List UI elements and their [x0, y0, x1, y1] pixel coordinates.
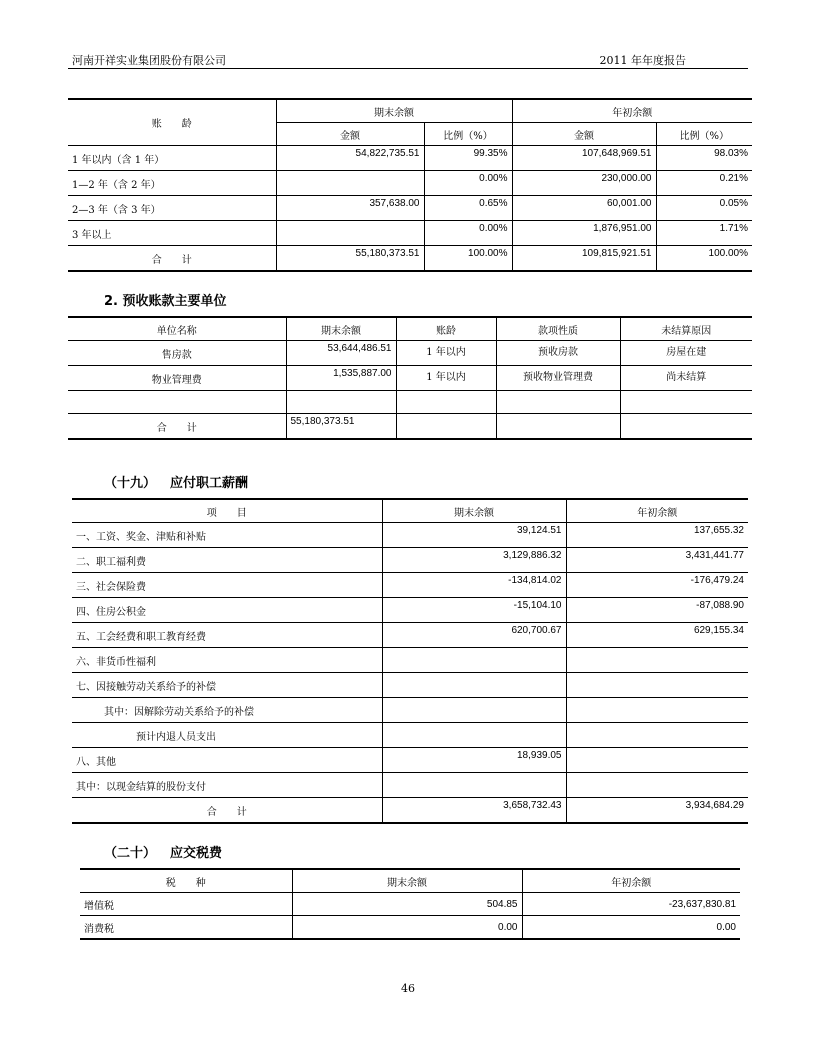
table-row: 一、工资、奖金、津贴和补贴 39,124.51 137,655.32 [72, 523, 748, 548]
aging-table [68, 98, 752, 272]
section-text: 应交税费 [170, 846, 223, 861]
begin-amount-header: 金额 [512, 123, 656, 146]
end-balance-header: 期末余额 [276, 99, 512, 123]
age-header: 账 龄 [68, 99, 276, 146]
table-row: 其中：以现金结算的股份支付 [72, 773, 748, 798]
col-unit: 单位名称 [68, 317, 286, 341]
table-row: 八、其他 18,939.05 [72, 748, 748, 773]
advance-receipts-table [68, 316, 752, 440]
taxes-table [80, 868, 740, 940]
end-ratio-header: 比例（%） [424, 123, 512, 146]
table-row: 其中：因解除劳动关系给予的补偿 [72, 698, 748, 723]
page-header [68, 52, 748, 69]
col-tax-type: 税 种 [80, 869, 292, 893]
payroll-table [72, 498, 748, 824]
section-title-taxes [104, 842, 222, 861]
table-row: 四、住房公积金 -15,104.10 -87,088.90 [72, 598, 748, 623]
col-reason: 未结算原因 [620, 317, 752, 341]
table-row: 预计内退人员支出 [72, 723, 748, 748]
col-end-balance: 期末余额 [382, 499, 566, 523]
section-title-advance-receipts: 2. 预收账款主要单位 [104, 294, 227, 309]
table-row: 1 年以内（含 1 年） 54,822,735.51 99.35% 107,648,969.51 98.03% [68, 146, 752, 171]
table-row: 五、工会经费和职工教育经费 620,700.67 629,155.34 [72, 623, 748, 648]
table-row [68, 391, 752, 414]
col-end-balance: 期末余额 [286, 317, 396, 341]
col-end-balance: 期末余额 [292, 869, 522, 893]
table-row: 售房款 53,644,486.51 1 年以内 预收房款 房屋在建 [68, 341, 752, 366]
total-row: 合 计 3,658,732.43 3,934,684.29 [72, 798, 748, 824]
table-row: 六、非货币性福利 [72, 648, 748, 673]
col-age: 账龄 [396, 317, 496, 341]
section-title-payroll [104, 472, 248, 491]
table-row: 1—2 年（含 2 年） 0.00% 230,000.00 0.21% [68, 171, 752, 196]
col-nature: 款项性质 [496, 317, 620, 341]
col-item: 项 目 [72, 499, 382, 523]
page-number: 46 [401, 982, 415, 995]
section-number: （二十） [104, 846, 157, 861]
col-begin-balance: 年初余额 [522, 869, 740, 893]
table-row: 3 年以上 0.00% 1,876,951.00 1.71% [68, 221, 752, 246]
total-row: 合 计 55,180,373.51 [68, 414, 752, 440]
section-text: 应付职工薪酬 [170, 476, 249, 491]
table-row: 七、因接触劳动关系给予的补偿 [72, 673, 748, 698]
table-row: 三、社会保险费 -134,814.02 -176,479.24 [72, 573, 748, 598]
company-name: 河南开祥实业集团股份有限公司 [72, 54, 226, 67]
begin-balance-header: 年初余额 [512, 99, 752, 123]
table-row: 消费税 0.00 0.00 [80, 916, 740, 940]
table-row: 二、职工福利费 3,129,886.32 3,431,441.77 [72, 548, 748, 573]
begin-ratio-header: 比例（%） [656, 123, 752, 146]
total-row: 合 计 55,180,373.51 100.00% 109,815,921.51 100.00% [68, 246, 752, 272]
end-amount-header: 金额 [276, 123, 424, 146]
table-row: 增值税 504.85 -23,637,830.81 [80, 893, 740, 916]
section-number: （十九） [104, 476, 157, 491]
table-row: 物业管理费 1,535,887.00 1 年以内 预收物业管理费 尚未结算 [68, 366, 752, 391]
table-row: 2—3 年（含 3 年） 357,638.00 0.65% 60,001.00 0.05% [68, 196, 752, 221]
report-title: 2011 年年度报告 [599, 54, 686, 67]
col-begin-balance: 年初余额 [566, 499, 748, 523]
